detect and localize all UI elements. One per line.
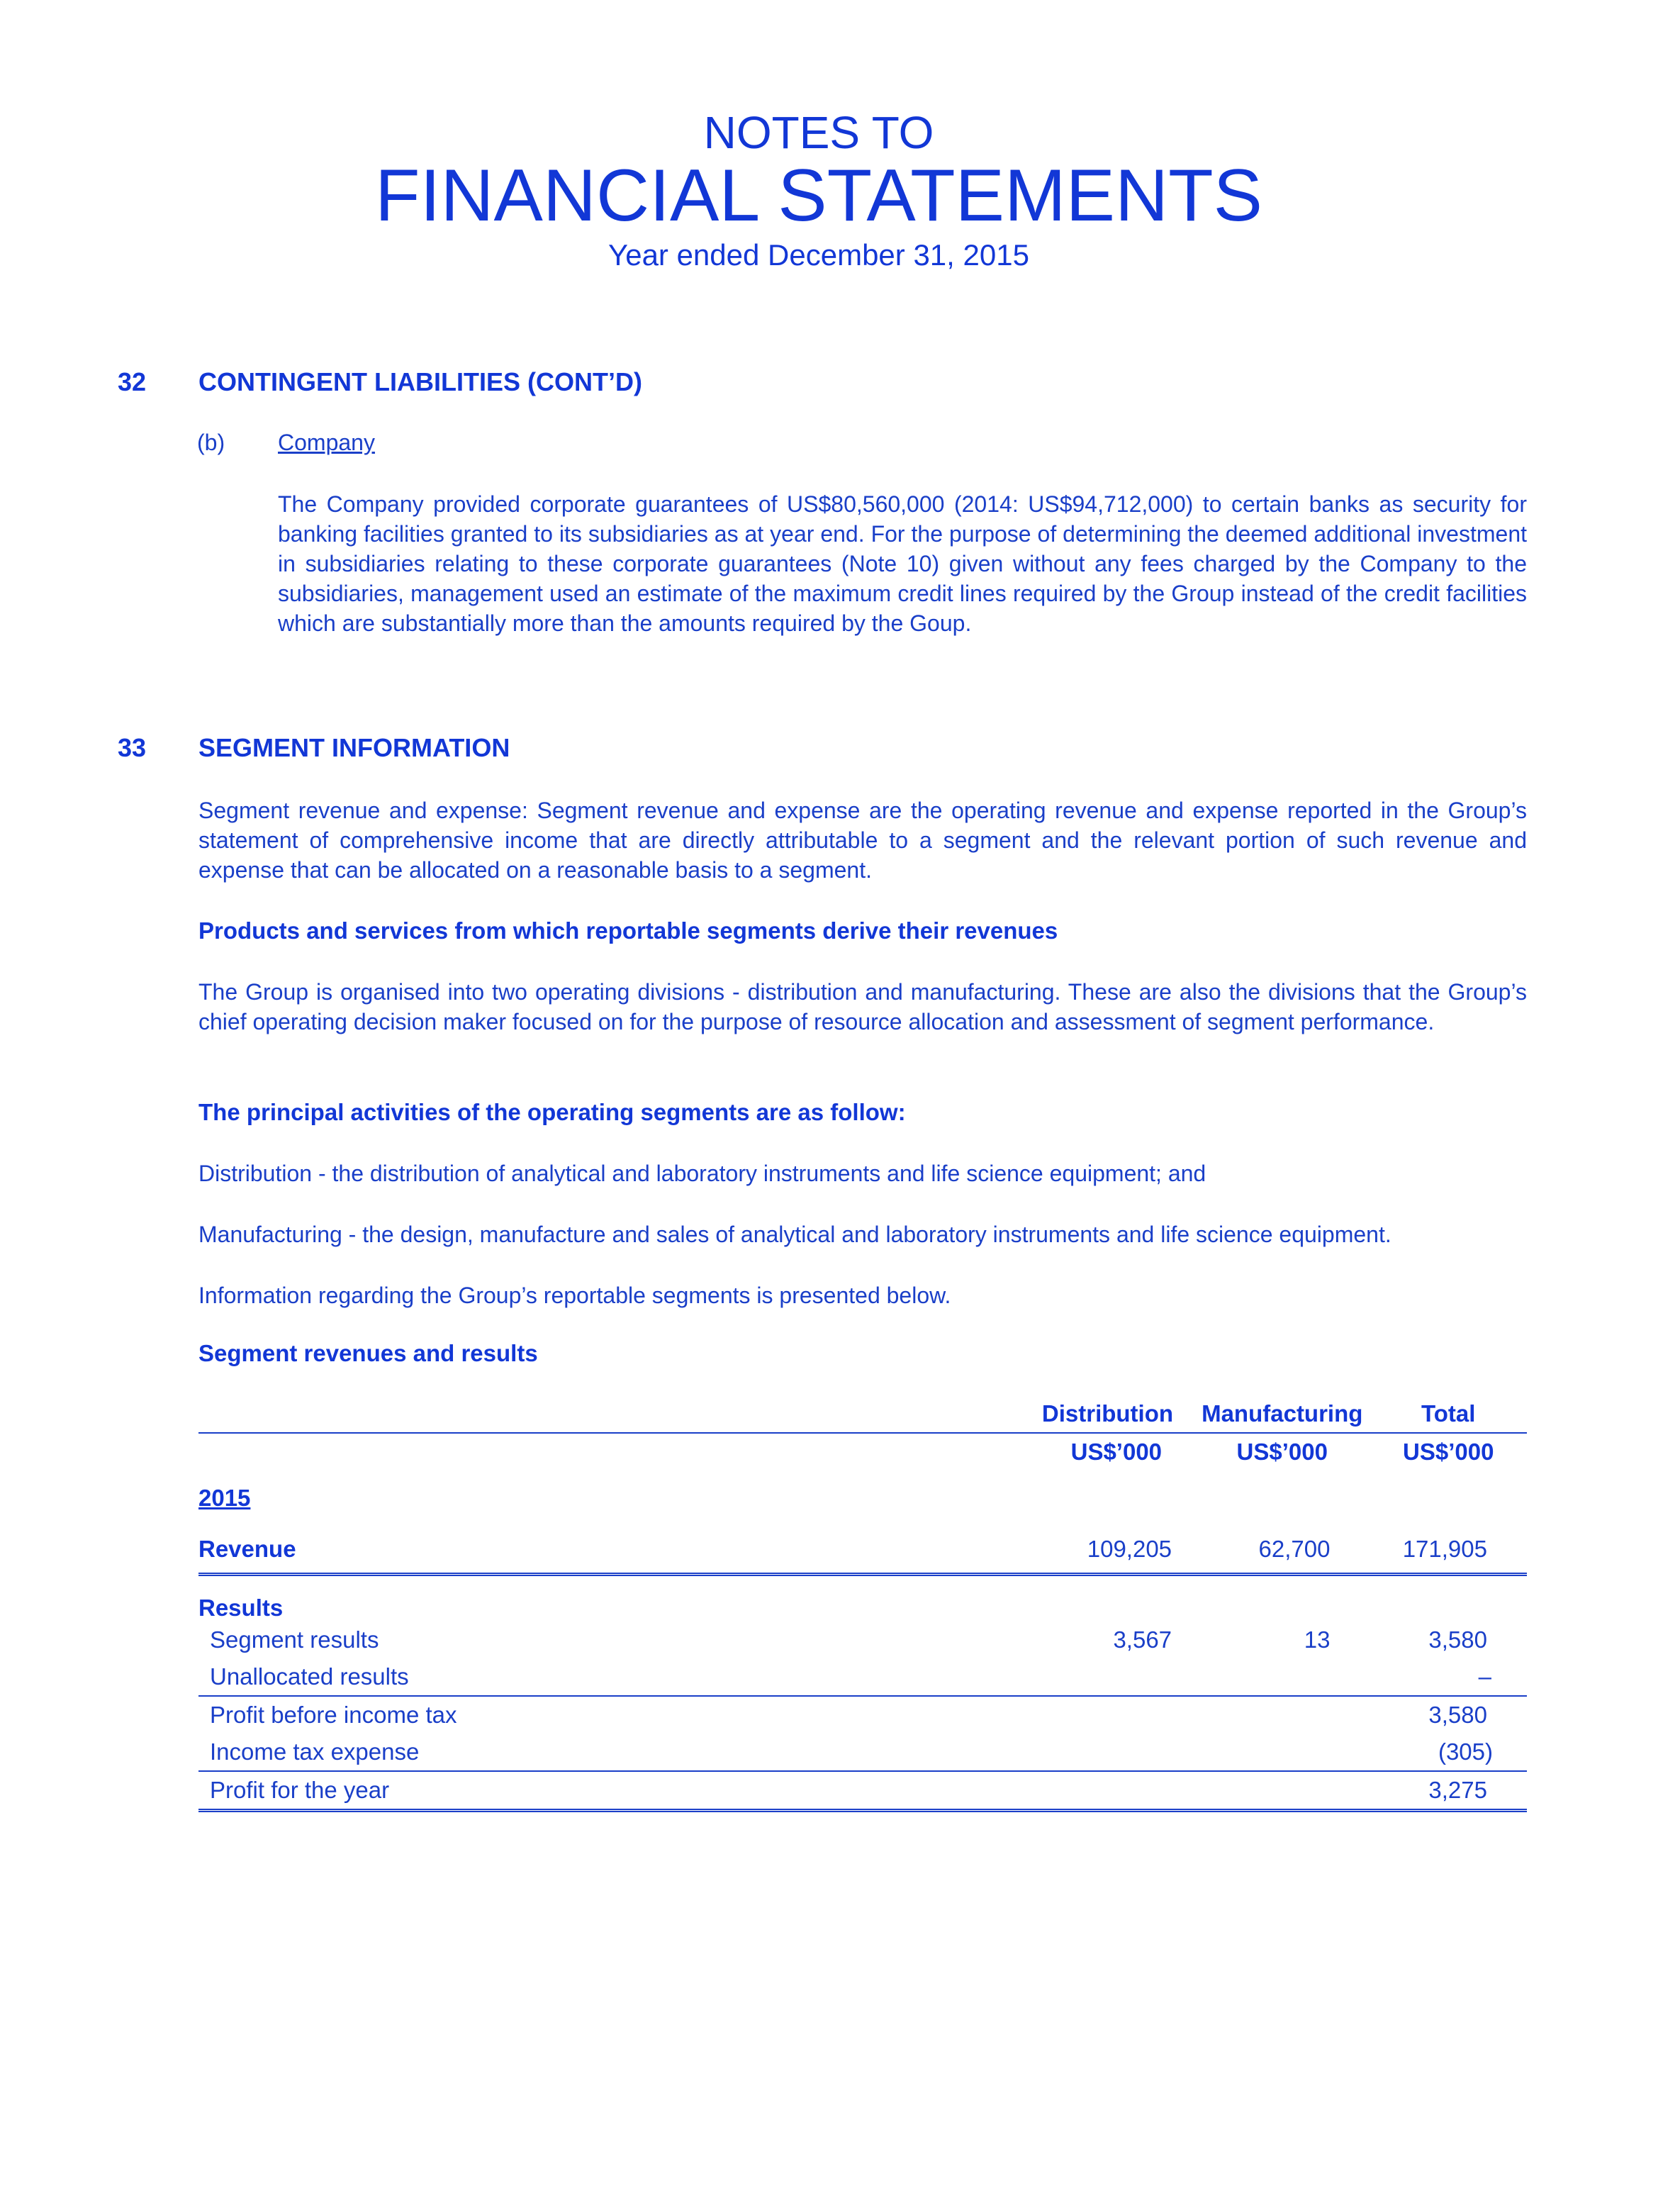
section-32-number: 32 bbox=[118, 367, 147, 396]
unallocated-total: – bbox=[1370, 1658, 1527, 1696]
profit-year-label: Profit for the year bbox=[198, 1771, 858, 1811]
information-paragraph: Information regarding the Group’s reportable segments is presented below. bbox=[198, 1283, 951, 1308]
col-manufacturing: Manufacturing bbox=[1194, 1395, 1370, 1433]
profit-before-tax-total: 3,580 bbox=[1428, 1702, 1487, 1728]
segment-results-manufacturing: 13 bbox=[1304, 1626, 1331, 1653]
segment-revenues-heading: Segment revenues and results bbox=[198, 1340, 538, 1366]
revenue-distribution: 109,205 bbox=[858, 1526, 1194, 1575]
income-tax-total: (305) bbox=[1370, 1734, 1527, 1771]
subsection-b-title: Company bbox=[278, 430, 375, 455]
table-header-row bbox=[198, 1395, 1527, 1433]
table-year-row bbox=[198, 1470, 1527, 1526]
unit-total: US$’000 bbox=[1403, 1439, 1494, 1465]
profit-before-tax-label: Profit before income tax bbox=[210, 1702, 457, 1728]
unit-distribution: US$’000 bbox=[1070, 1439, 1163, 1465]
distribution-paragraph: Distribution - the distribution of analytical and laboratory instruments and life science equipment; and bbox=[198, 1161, 1206, 1186]
divisions-paragraph: The Group is organised into two operating divisions - distribution and manufacturing. These are also the divisions that the Group’s chief operating decision maker focused on for the purpose of resource allocation and assessment of segment performance. bbox=[198, 979, 1527, 1034]
unit-manufacturing: US$’000 bbox=[1236, 1439, 1328, 1465]
col-distribution: Distribution bbox=[858, 1395, 1194, 1433]
section-32-paragraph: The Company provided corporate guarantees of US$80,560,000 (2014: US$94,712,000) to certain banks as security for banking facilities granted to its subsidiaries as at year end. For the purpose of determining the deemed additional investment in subsidiaries relating to these corporate guarantees (Note 10) given without any fees charged by the Company to the subsidiaries, management used an estimate of the maximum credit lines required by the Group instead of the credit facilities which are substantially more than the amounts required by the Goup. bbox=[278, 491, 1527, 636]
revenue-label: Revenue bbox=[198, 1526, 858, 1575]
results-label-row bbox=[198, 1575, 1527, 1622]
income-tax-label: Income tax expense bbox=[198, 1734, 858, 1771]
profit-year-row bbox=[198, 1771, 1527, 1811]
col-total: Total bbox=[1370, 1395, 1527, 1433]
page-header bbox=[0, 108, 1637, 274]
segment-results-distribution: 3,567 bbox=[1113, 1626, 1172, 1653]
revenue-manufacturing: 62,700 bbox=[1194, 1526, 1370, 1575]
segment-revenue-paragraph: Segment revenue and expense: Segment revenue and expense are the operating revenue and expense reported in the Group’s statement of comprehensive income that are directly attributable to a segment and the relevant portion of such revenue and expense that can be allocated on a reasonable basis to a segment. bbox=[198, 798, 1527, 883]
unallocated-row bbox=[198, 1658, 1527, 1696]
profit-year-total: 3,275 bbox=[1370, 1771, 1527, 1811]
results-label: Results bbox=[198, 1595, 284, 1621]
year-label: 2015 bbox=[198, 1485, 251, 1511]
income-tax-row bbox=[198, 1734, 1527, 1771]
section-32-title: CONTINGENT LIABILITIES (CONT’D) bbox=[198, 367, 642, 396]
segment-results-label: Segment results bbox=[210, 1626, 379, 1653]
section-33-title: SEGMENT INFORMATION bbox=[198, 733, 510, 762]
revenue-row bbox=[198, 1526, 1527, 1575]
header-year: Year ended December 31, 2015 bbox=[608, 238, 1029, 272]
segment-results-row bbox=[198, 1622, 1527, 1658]
table-units-row bbox=[198, 1433, 1527, 1470]
header-notes-to: NOTES TO bbox=[703, 107, 934, 158]
products-services-heading: Products and services from which reportable segments derive their revenues bbox=[198, 917, 1058, 944]
revenue-total: 171,905 bbox=[1370, 1526, 1527, 1575]
segment-results-total: 3,580 bbox=[1428, 1626, 1487, 1653]
subsection-b-label: (b) bbox=[197, 430, 225, 455]
unallocated-label: Unallocated results bbox=[198, 1658, 858, 1696]
manufacturing-paragraph: Manufacturing - the design, manufacture and sales of analytical and laboratory instruments and life science equipment. bbox=[198, 1222, 1391, 1247]
section-33-number: 33 bbox=[118, 733, 147, 762]
header-financial-statements: FINANCIAL STATEMENTS bbox=[375, 155, 1262, 237]
segment-table bbox=[198, 1395, 1527, 1812]
principal-activities-heading: The principal activities of the operating segments are as follow: bbox=[198, 1099, 906, 1125]
profit-before-tax-row bbox=[198, 1696, 1527, 1734]
